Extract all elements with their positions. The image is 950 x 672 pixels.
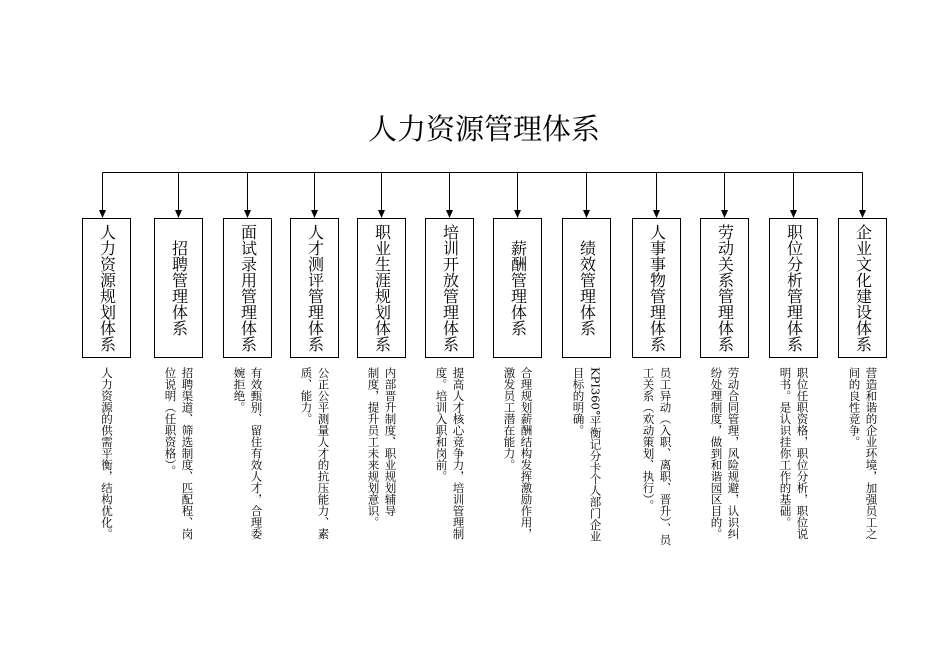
arrowhead-compensation [514, 210, 521, 218]
node-label: 人才测评管理体系 [305, 224, 325, 352]
description-line: 劳动合同管理，风险规避，认识纠 [726, 367, 741, 540]
description-columns [501, 367, 535, 540]
node-label: 人事事物管理体系 [647, 224, 667, 352]
node-label: 企业文化建设体系 [853, 224, 873, 352]
description-line: 间的良性竞争。 [847, 367, 862, 448]
node-description-compensation [493, 367, 542, 540]
description-columns [365, 367, 399, 528]
node-description-career-planning [357, 367, 406, 528]
description-line: 内部晋升制度、职业规划辅导 [383, 367, 398, 517]
description-line: KPI360°平衡记分卡个人部门企业 [588, 367, 603, 543]
node-box-personnel-affairs [632, 218, 681, 358]
description-line: 有效甄别、留住有效人才，合理委 [249, 367, 264, 540]
node-description-talent-assessment [290, 367, 339, 540]
arrowhead-corporate-culture [859, 210, 866, 218]
description-columns [777, 367, 811, 540]
description-columns [846, 367, 880, 540]
description-columns [640, 367, 674, 545]
node-box-training [425, 218, 474, 358]
node-box-performance [562, 218, 611, 358]
node-label: 招聘管理体系 [169, 240, 189, 336]
node-box-hr-planning [82, 218, 131, 358]
description-columns [433, 367, 467, 540]
node-label: 培训开放管理体系 [440, 224, 460, 352]
arrowhead-recruitment [175, 210, 182, 218]
node-label: 劳动关系管理体系 [715, 224, 735, 352]
node-description-job-analysis [769, 367, 818, 540]
description-line: 职位任职资格，职位分析，职位说 [795, 367, 810, 540]
node-label: 面试录用管理体系 [238, 224, 258, 352]
node-label: 职位分析管理体系 [784, 224, 804, 352]
description-columns [298, 367, 332, 540]
node-description-personnel-affairs [632, 367, 681, 545]
arrowhead-hr-planning [99, 210, 106, 218]
description-line: 目标的明确。 [571, 367, 586, 436]
description-line: 质、能力。 [299, 367, 314, 425]
description-line: 度。培训入职和岗前。 [434, 367, 449, 482]
description-line: 制度，提升员工未来规划意识。 [366, 367, 381, 528]
description-line: 招聘渠道、筛选制度、匹配程、岗 [180, 367, 195, 540]
arrowhead-performance [583, 210, 590, 218]
description-line: 人力资源的供需平衡，结构优化。 [100, 367, 114, 540]
node-description-hr-planning [82, 367, 131, 540]
node-description-training [425, 367, 474, 540]
arrowhead-labor-relations [721, 210, 728, 218]
description-line: 提高人才核心竞争力，培训管理制 [451, 367, 466, 540]
description-line: 明书。是认识挂你工作的基础。 [778, 367, 793, 528]
node-description-interview-hiring [223, 367, 272, 540]
node-box-job-analysis [769, 218, 818, 358]
description-columns [708, 367, 742, 540]
arrowhead-interview-hiring [244, 210, 251, 218]
node-box-recruitment [154, 218, 203, 358]
node-label: 职业生涯规划体系 [372, 224, 392, 352]
arrowhead-job-analysis [790, 210, 797, 218]
description-line: 激发员工潜在能力。 [502, 367, 517, 471]
node-description-labor-relations [700, 367, 749, 540]
arrowhead-training [446, 210, 453, 218]
description-line: 合理规划薪酬结构发挥激励作用， [519, 367, 534, 540]
description-columns [231, 367, 265, 540]
description-line: 婉拒绝。 [232, 367, 247, 413]
node-label: 人力资源规划体系 [97, 224, 117, 352]
arrowhead-personnel-affairs [653, 210, 660, 218]
node-description-performance [562, 367, 611, 542]
description-columns [98, 367, 115, 540]
node-box-compensation [493, 218, 542, 358]
node-box-talent-assessment [290, 218, 339, 358]
node-box-corporate-culture [838, 218, 887, 358]
description-line: 公正公平测量人才的抗压能力、素 [316, 367, 331, 540]
description-line: 工关系（欢动策划、执行）。 [641, 367, 656, 511]
node-box-labor-relations [700, 218, 749, 358]
description-line: 位说明（任职资格）。 [163, 367, 178, 477]
description-columns [162, 367, 196, 540]
description-columns [570, 367, 604, 542]
node-description-recruitment [154, 367, 203, 540]
description-line: 营造和谐的企业环境，加强员工之 [864, 367, 879, 540]
node-box-interview-hiring [223, 218, 272, 358]
node-description-corporate-culture [838, 367, 887, 540]
description-line: 纷处理制度，做到和谐园区目的。 [709, 367, 724, 540]
diagram-title: 人力资源管理体系 [367, 112, 601, 146]
description-line: 员工异动（入职、离职、晋升）、员 [658, 367, 673, 546]
node-box-career-planning [357, 218, 406, 358]
node-label: 绩效管理体系 [577, 240, 597, 336]
arrowhead-career-planning [378, 210, 385, 218]
node-label: 薪酬管理体系 [508, 240, 528, 336]
arrowhead-talent-assessment [311, 210, 318, 218]
